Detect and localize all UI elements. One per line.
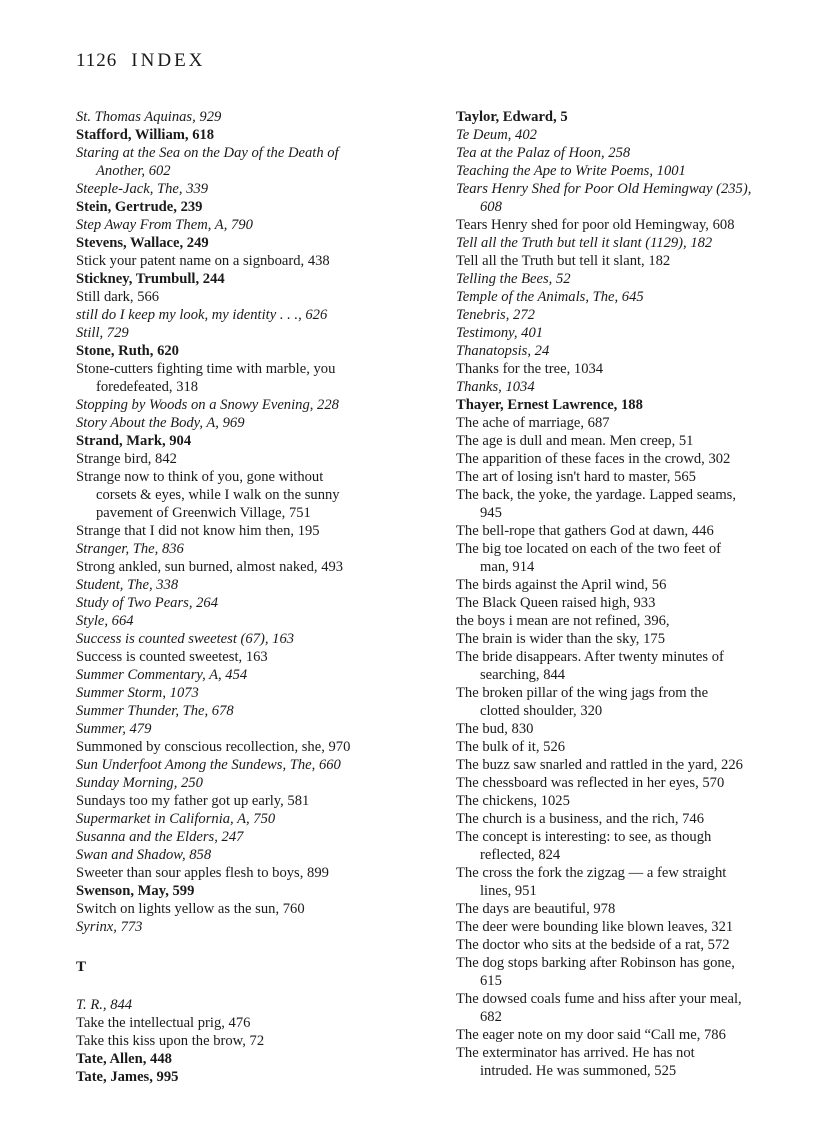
index-entry: The dowsed coals fume and hiss after your meal, xyxy=(456,991,742,1007)
index-entry: Success is counted sweetest, 163 xyxy=(76,649,268,665)
index-entry: Tell all the Truth but tell it slant, 182 xyxy=(456,253,671,269)
index-entry: 945 xyxy=(480,505,502,521)
index-entry: Syrinx, 773 xyxy=(76,919,143,935)
index-entry: The church is a business, and the rich, 746 xyxy=(456,811,705,827)
index-entry: Sun Underfoot Among the Sundews, The, 660 xyxy=(76,757,341,773)
index-entry: Take the intellectual prig, 476 xyxy=(76,1015,251,1031)
index-entry: foredefeated, 318 xyxy=(96,379,199,395)
index-entry: Tears Henry shed for poor old Hemingway, 608 xyxy=(456,217,735,233)
index-entry: Tate, James, 995 xyxy=(76,1069,179,1085)
index-entry: still do I keep my look, my identity . . ., 626 xyxy=(76,307,328,323)
index-entry: Tenebris, 272 xyxy=(456,307,535,323)
index-entry: Tate, Allen, 448 xyxy=(76,1051,172,1067)
index-entry: Temple of the Animals, The, 645 xyxy=(456,289,644,305)
index-entry: Tell all the Truth but tell it slant (1129), 182 xyxy=(456,235,713,251)
index-entry: Study of Two Pears, 264 xyxy=(76,595,219,611)
index-entry: Strange bird, 842 xyxy=(76,451,177,467)
index-entry: The Black Queen raised high, 933 xyxy=(456,595,656,611)
index-entry: Stopping by Woods on a Snowy Evening, 228 xyxy=(76,397,339,413)
index-entry: The back, the yoke, the yardage. Lapped seams, xyxy=(456,487,737,503)
index-entry: Teaching the Ape to Write Poems, 1001 xyxy=(456,163,686,179)
index-entry: Strand, Mark, 904 xyxy=(76,433,192,449)
index-entry: 682 xyxy=(480,1009,502,1025)
index-entry: clotted shoulder, 320 xyxy=(480,703,603,719)
index-entry: The bride disappears. After twenty minutes of xyxy=(456,649,724,665)
index-entry: Tea at the Palaz of Hoon, 258 xyxy=(456,145,631,161)
index-entry: The art of losing isn't hard to master, 565 xyxy=(456,469,696,485)
index-entry: Stickney, Trumbull, 244 xyxy=(76,271,225,287)
index-entry: corsets & eyes, while I walk on the sunny xyxy=(96,487,340,503)
index-entry: Strange now to think of you, gone without xyxy=(76,469,324,485)
index-entry: The dog stops barking after Robinson has gone, xyxy=(456,955,735,971)
index-entry: intruded. He was summoned, 525 xyxy=(480,1063,677,1079)
page-number: 1126 xyxy=(76,50,118,71)
index-entry: Thanks, 1034 xyxy=(456,379,535,395)
index-entry: Steeple-Jack, The, 339 xyxy=(76,181,209,197)
index-entry: T. R., 844 xyxy=(76,997,133,1013)
index-entry: Success is counted sweetest (67), 163 xyxy=(76,631,295,647)
index-entry: Swan and Shadow, 858 xyxy=(76,847,212,863)
index-entry: The chessboard was reflected in her eyes, 570 xyxy=(456,775,725,791)
index-entry: searching, 844 xyxy=(480,667,566,683)
index-entry: Telling the Bees, 52 xyxy=(456,271,571,287)
index-entry: The cross the fork the zigzag — a few straight xyxy=(456,865,727,881)
index-entry: 608 xyxy=(480,199,502,215)
index-entry: Swenson, May, 599 xyxy=(76,883,195,899)
page-title: INDEX xyxy=(131,50,206,71)
index-entry: Summer, 479 xyxy=(76,721,152,737)
index-entry: Susanna and the Elders, 247 xyxy=(76,829,244,845)
index-entry: The days are beautiful, 978 xyxy=(456,901,616,917)
index-entry: Thanatopsis, 24 xyxy=(456,343,550,359)
index-list-s xyxy=(76,108,436,936)
index-entry: The bud, 830 xyxy=(456,721,534,737)
index-entry: Staring at the Sea on the Day of the Death of xyxy=(76,145,339,161)
index-entry: Still, 729 xyxy=(76,325,129,341)
index-entry: Te Deum, 402 xyxy=(456,127,537,143)
index-entry: Stevens, Wallace, 249 xyxy=(76,235,209,251)
index-entry: reflected, 824 xyxy=(480,847,561,863)
index-list-t xyxy=(76,996,436,1086)
index-list-t-continued xyxy=(456,108,808,1080)
index-entry: The eager note on my door said “Call me, 786 xyxy=(456,1027,726,1043)
index-entry: The buzz saw snarled and rattled in the yard, 226 xyxy=(456,757,743,773)
index-entry: The apparition of these faces in the crowd, 302 xyxy=(456,451,731,467)
index-column-left xyxy=(76,108,436,1086)
index-entry: The ache of marriage, 687 xyxy=(456,415,610,431)
index-entry: Sweeter than sour apples flesh to boys, 899 xyxy=(76,865,329,881)
index-entry: lines, 951 xyxy=(480,883,537,899)
index-entry: Testimony, 401 xyxy=(456,325,544,341)
index-entry: Stick your patent name on a signboard, 438 xyxy=(76,253,330,269)
index-column-right xyxy=(456,108,808,1080)
index-entry: Summoned by conscious recollection, she, 970 xyxy=(76,739,351,755)
index-entry: The brain is wider than the sky, 175 xyxy=(456,631,665,647)
index-entry: Another, 602 xyxy=(96,163,171,179)
index-entry: Strange that I did not know him then, 195 xyxy=(76,523,320,539)
index-entry: Still dark, 566 xyxy=(76,289,160,305)
index-entry: Summer Commentary, A, 454 xyxy=(76,667,248,683)
index-entry: Taylor, Edward, 5 xyxy=(456,109,568,125)
index-entry: Stafford, William, 618 xyxy=(76,127,215,143)
index-entry: Story About the Body, A, 969 xyxy=(76,415,245,431)
index-entry: Stone, Ruth, 620 xyxy=(76,343,179,359)
index-entry: The age is dull and mean. Men creep, 51 xyxy=(456,433,694,449)
index-entry: Summer Storm, 1073 xyxy=(76,685,199,701)
index-entry: Student, The, 338 xyxy=(76,577,179,593)
index-entry: the boys i mean are not refined, 396, xyxy=(456,613,670,629)
index-entry: The chickens, 1025 xyxy=(456,793,570,809)
index-entry: Supermarket in California, A, 750 xyxy=(76,811,276,827)
index-entry: man, 914 xyxy=(480,559,535,575)
index-entry: Step Away From Them, A, 790 xyxy=(76,217,253,233)
index-entry: Thayer, Ernest Lawrence, 188 xyxy=(456,397,643,413)
index-entry: Style, 664 xyxy=(76,613,134,629)
page-header xyxy=(76,50,205,72)
index-entry: Stein, Gertrude, 239 xyxy=(76,199,203,215)
index-entry: The bulk of it, 526 xyxy=(456,739,566,755)
index-entry: The big toe located on each of the two feet of xyxy=(456,541,722,557)
index-entry: Switch on lights yellow as the sun, 760 xyxy=(76,901,305,917)
index-entry: Strong ankled, sun burned, almost naked, 493 xyxy=(76,559,344,575)
index-entry: The exterminator has arrived. He has not xyxy=(456,1045,695,1061)
index-entry: St. Thomas Aquinas, 929 xyxy=(76,109,222,125)
index-entry: Tears Henry Shed for Poor Old Hemingway (235), xyxy=(456,181,752,197)
index-entry: The birds against the April wind, 56 xyxy=(456,577,667,593)
index-entry: The deer were bounding like blown leaves, 321 xyxy=(456,919,734,935)
index-entry: The doctor who sits at the bedside of a rat, 572 xyxy=(456,937,730,953)
index-entry: The broken pillar of the wing jags from the xyxy=(456,685,709,701)
index-entry: Thanks for the tree, 1034 xyxy=(456,361,604,377)
index-entry: pavement of Greenwich Village, 751 xyxy=(96,505,311,521)
index-entry: Stone-cutters fighting time with marble, you xyxy=(76,361,336,377)
section-letter-heading: T xyxy=(76,959,87,975)
index-entry: Sundays too my father got up early, 581 xyxy=(76,793,310,809)
index-entry: 615 xyxy=(480,973,502,989)
index-entry: Summer Thunder, The, 678 xyxy=(76,703,234,719)
index-entry: The bell-rope that gathers God at dawn, 446 xyxy=(456,523,714,539)
index-entry: Stranger, The, 836 xyxy=(76,541,184,557)
index-entry: Sunday Morning, 250 xyxy=(76,775,203,791)
index-entry: The concept is interesting: to see, as though xyxy=(456,829,712,845)
index-entry: Take this kiss upon the brow, 72 xyxy=(76,1033,265,1049)
